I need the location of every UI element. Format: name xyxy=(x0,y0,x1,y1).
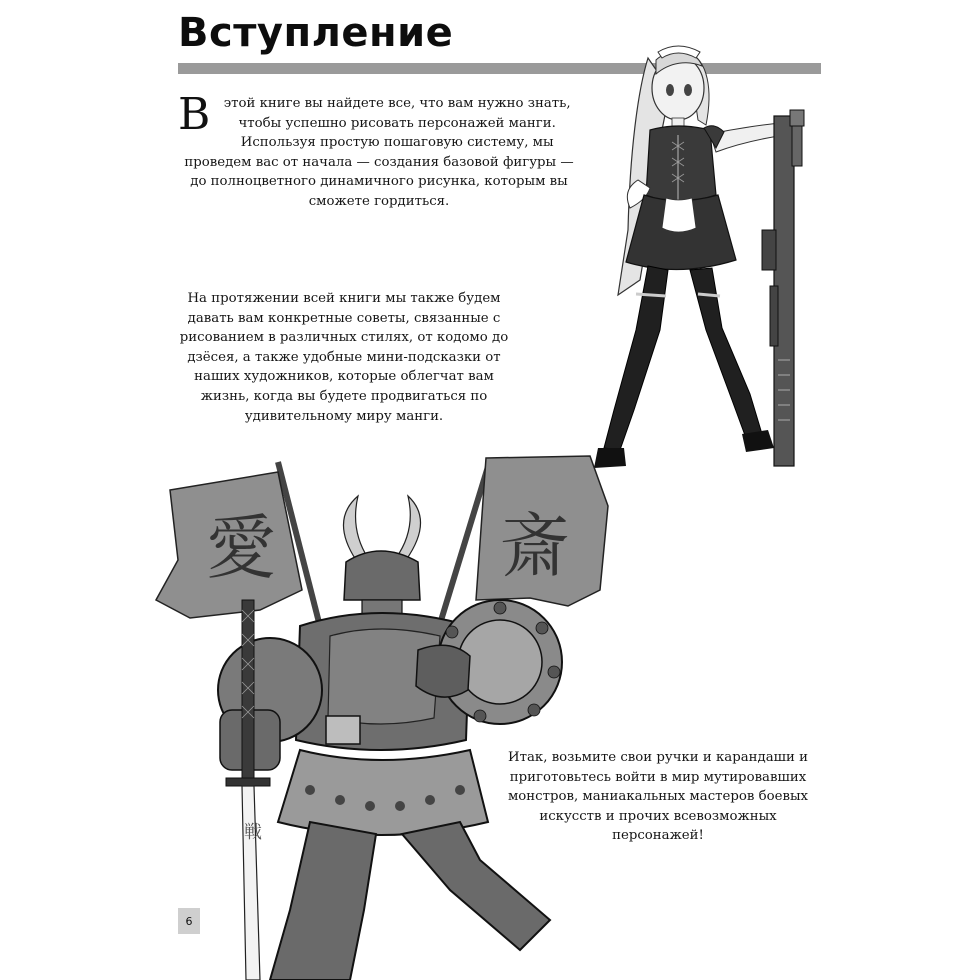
intro-text: этой книге вы найдете все, что вам нужно знать, чтобы успешно рисовать персонажей манги. Используя простую пошаговую систему, мы проведем вас от начала — создания базовой фигуры — до полноцветного динамичного рисунка, которым вы сможете гордиться. xyxy=(184,96,574,209)
drop-cap-letter: В xyxy=(178,89,211,140)
banner-left-glyph: 愛 xyxy=(206,507,276,589)
page-number: 6 xyxy=(178,908,200,934)
tips-paragraph: На протяжении всей книги мы также будем давать вам конкретные советы, связанные с рисованием в различных стилях, от кодомо до дзёсея, а также удобные мини-подсказки от наших художников, которые облегчат вам жизнь, когда вы будете продвигаться по удивительному миру манги. xyxy=(179,291,509,424)
sword-glyph: 戦 xyxy=(244,822,262,843)
maid-girl-illustration xyxy=(578,30,838,475)
banner-right-glyph: 斎 xyxy=(500,505,570,587)
page-title: Вступление xyxy=(178,10,454,56)
samurai-robot-illustration xyxy=(150,450,630,980)
outro-paragraph: Итак, возьмите свои ручки и карандаши и приготовьтесь войти в мир мутировавших монстров, маниакальных мастеров боевых искусств и прочих всевозможных персонажей! xyxy=(507,750,809,844)
intro-paragraph xyxy=(178,89,580,212)
